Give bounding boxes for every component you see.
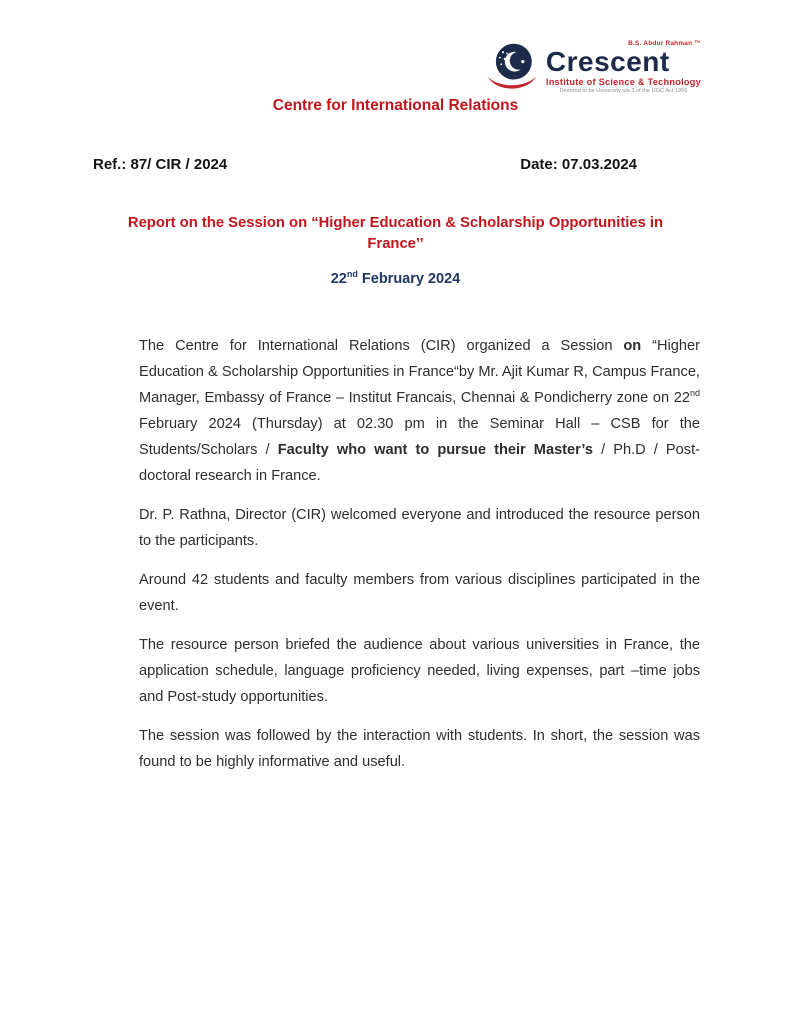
paragraph: The session was followed by the interaction with students. In short, the session was found to be highly informative and useful. (139, 727, 700, 770)
logo-subtitle: Institute of Science & Technology (545, 77, 701, 87)
document-date: Date: 07.03.2024 (520, 156, 637, 173)
ref-number: Ref.: 87/ CIR / 2024 (93, 156, 228, 173)
logo-row (0, 0, 791, 94)
logo-text-block (546, 40, 701, 94)
paragraph: The resource person briefed the audience about various universities in France, the application schedule, language proficiency needed, living expenses, part –time jobs and Post-study opportunities. (139, 636, 700, 705)
paragraph: Around 42 students and faculty members from various disciplines participated in the event. (139, 571, 700, 614)
logo-name: Crescent (545, 46, 670, 77)
logo-tagline: Deemed to be University u/s 3 of the UGC Act 1956 (559, 88, 688, 94)
meta-row (0, 156, 791, 173)
report-body (139, 333, 700, 775)
page-title: Centre for International Relations (272, 97, 519, 114)
crescent-moon-logo-icon (483, 41, 541, 93)
logo-trademark-text: B.S. Abdur Rahman ™ (628, 40, 701, 47)
paragraph: Dr. P. Rathna, Director (CIR) welcomed everyone and introduced the resource person to the participants. (139, 506, 700, 549)
session-date-day: 22 (330, 270, 347, 287)
institution-logo (483, 40, 701, 94)
paragraph: The Centre for International Relations (CIR) organized a Session on “Higher Education & Scholarship Opportunities in France“by Mr. Ajit Kumar R, Campus France, Manager, Embassy of France – Institut Francais, Chennai & Pondicherry zone on 22nd February 2024 (Thursday) at 02.30 pm in the Seminar Hall – CSB for the Students/Scholars / Faculty who want to pursue their Master’s / Ph.D / Post-doctoral research in France. (139, 337, 701, 484)
session-date (0, 269, 791, 287)
session-date-rest: February 2024 (357, 270, 461, 287)
session-date-ordinal: nd (346, 269, 358, 279)
report-title: Report on the Session on “Higher Education & Scholarship Opportunities in France’’ (127, 215, 664, 252)
